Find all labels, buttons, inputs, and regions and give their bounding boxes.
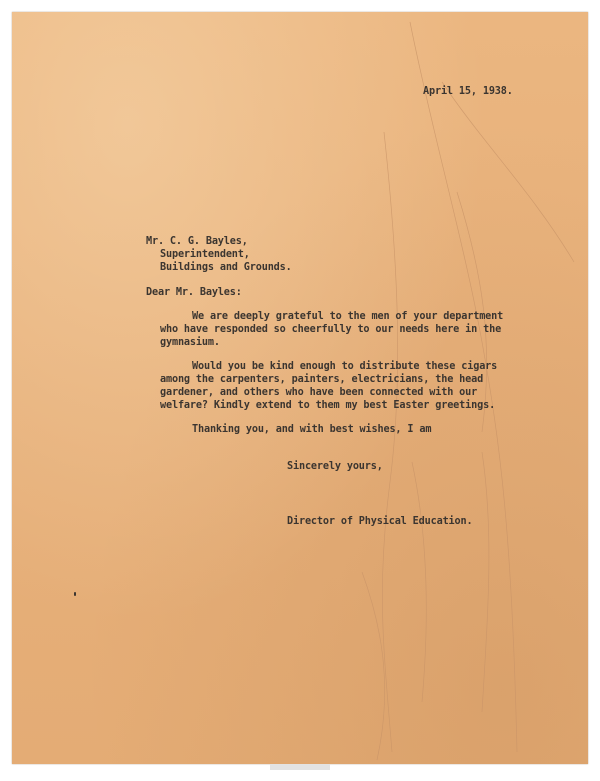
recipient-department: Buildings and Grounds. [160,262,292,273]
paragraph-2-line-4: welfare? Kindly extend to them my best Easter greetings. [160,400,496,411]
paragraph-1-line-1: We are deeply grateful to the men of your department [192,311,504,322]
scan-edge-mark [270,764,330,770]
closing: Sincerely yours, [287,461,383,472]
paragraph-2-line-2: among the carpenters, painters, electricians, the head [160,374,484,385]
paragraph-2-line-3: gardener, and others who have been connected with our [160,387,478,398]
ink-speck [74,592,76,596]
letter-paper [12,12,588,764]
signature-title: Director of Physical Education. [287,516,473,527]
paragraph-1-line-2: who have responded so cheerfully to our needs here in the [160,324,502,335]
paragraph-2-line-1: Would you be kind enough to distribute these cigars [192,361,498,372]
paragraph-3: Thanking you, and with best wishes, I am [192,424,432,435]
letter-date: April 15, 1938. [423,86,513,97]
salutation: Dear Mr. Bayles: [146,287,242,298]
recipient-name: Mr. C. G. Bayles, [146,236,248,247]
paragraph-1-line-3: gymnasium. [160,337,220,348]
recipient-title: Superintendent, [160,249,250,260]
